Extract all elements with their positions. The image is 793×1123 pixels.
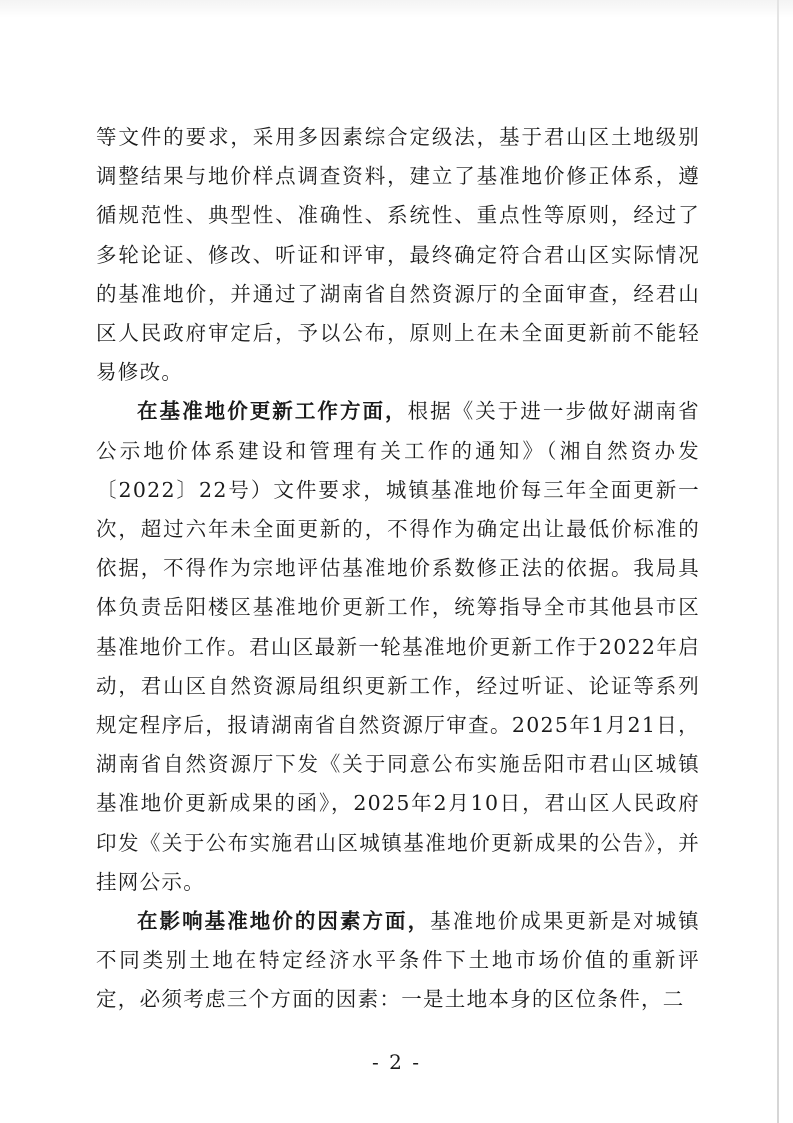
paragraph-factors	[96, 902, 700, 1020]
paragraph-lead: 在影响基准地价的因素方面，	[137, 909, 431, 934]
scan-edge-line	[777, 0, 779, 1123]
paragraph-text: 等文件的要求，采用多因素综合定级法，基于君山区土地级别调整结果与地价样点调查资料，建立了基准地价修正体系，遵循规范性、典型性、准确性、系统性、重点性等原则，经过了多轮论证、修改、听证和评审，最终确定符合君山区实际情况的基准地价，并通过了湖南省自然资源厅的全面审查，经君山区人民政府审定后，予以公布，原则上在未全面更新前不能轻易修改。	[96, 125, 700, 385]
paragraph-update-work	[96, 392, 700, 902]
paragraph-lead: 在基准地价更新工作方面，	[137, 399, 408, 424]
paragraph-text: 基准地价成果更新是对城镇不同类别土地在特定经济水平条件下土地市场价值的重新评定，必须考虑三个方面的因素：一是土地本身的区位条件，二	[96, 909, 700, 1012]
paragraph-text: 根据《关于进一步做好湖南省公示地价体系建设和管理有关工作的通知》（湘自然资办发〔2022〕22号）文件要求，城镇基准地价每三年全面更新一次，超过六年未全面更新的，不得作为确定出让最低价标准的依据，不得作为宗地评估基准地价系数修正法的依据。我局具体负责岳阳楼区基准地价更新工作，统筹指导全市其他县市区基准地价工作。君山区最新一轮基准地价更新工作于2022年启动，君山区自然资源局组织更新工作，经过听证、论证等系列规定程序后，报请湖南省自然资源厅审查。2025年1月21日，湖南省自然资源厅下发《关于同意公布实施岳阳市君山区城镇基准地价更新成果的函》，2025年2月10日，君山区人民政府印发《关于公布实施君山区城镇基准地价更新成果的公告》，并挂网公示。	[96, 399, 700, 894]
paragraph-continuation	[96, 118, 700, 392]
scan-top-shadow	[0, 0, 793, 18]
page-number: - 2 -	[372, 1050, 421, 1074]
document-body	[96, 118, 700, 1020]
